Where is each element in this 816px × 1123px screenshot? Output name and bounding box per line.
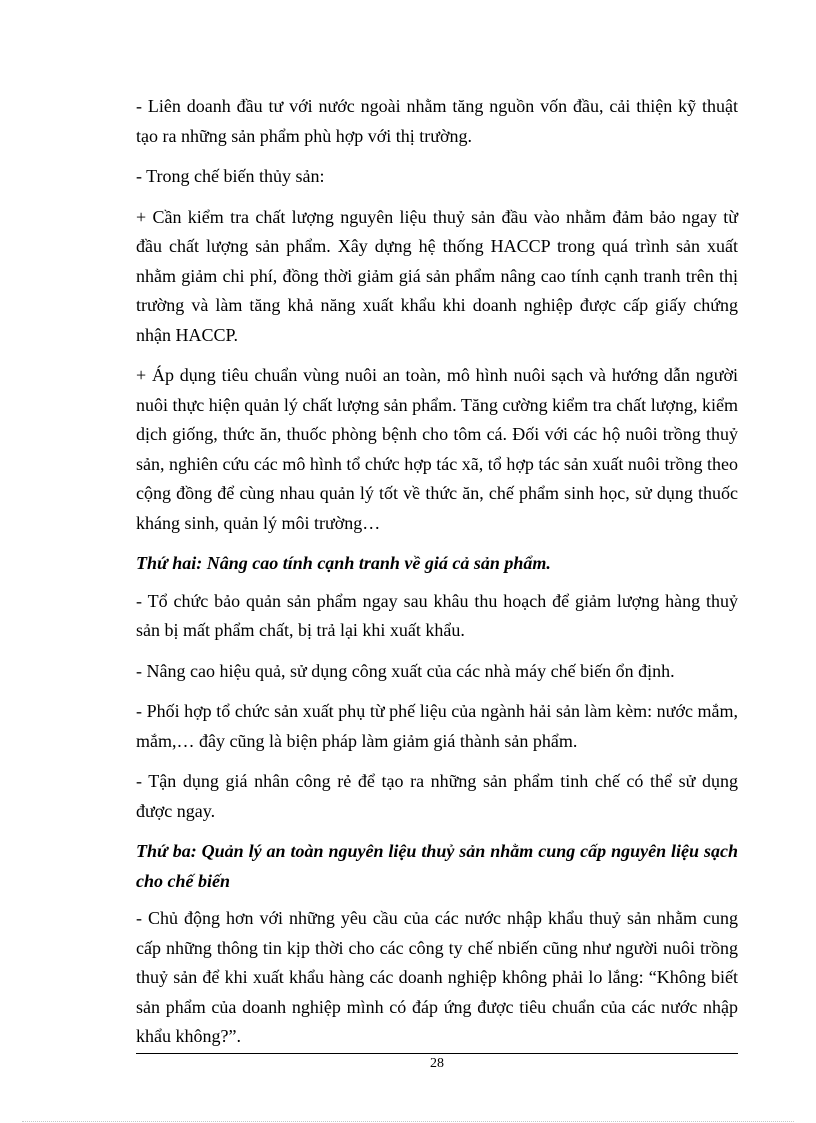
page-body <box>136 92 738 1063</box>
paragraph-labor: - Tận dụng giá nhân công rẻ để tạo ra những sản phẩm tinh chế có thể sử dụng được ngay. <box>136 771 738 821</box>
footer-divider <box>136 1053 738 1054</box>
paragraph-processing-intro: - Trong chế biến thủy sản: <box>136 166 325 186</box>
paragraph-efficiency: - Nâng cao hiệu quả, sử dụng công xuất của các nhà máy chế biến ổn định. <box>136 660 675 681</box>
section-heading-raw-materials: Thứ ba: Quản lý an toàn nguyên liệu thuỷ sản nhằm cung cấp nguyên liệu sạch cho chế biến <box>136 841 738 891</box>
section-heading-price: Thứ hai: Nâng cao tính cạnh tranh về giá cả sản phẩm. <box>136 553 551 573</box>
paragraph-farming-standards: + Áp dụng tiêu chuẩn vùng nuôi an toàn, mô hình nuôi sạch và hướng dẫn người nuôi thực hiện quản lý chất lượng sản phẩm. Tăng cường kiểm tra chất lượng, kiểm dịch giống, thức ăn, thuốc phòng bệnh cho tôm cá. Đối với các hộ nuôi trồng thuỷ sản, nghiên cứu các mô hình tổ chức hợp tác xã, tổ hợp tác sản xuất nuôi trồng theo cộng đồng để cùng nhau quản lý tốt về thức ăn, chế phẩm sinh học, sử dụng thuốc kháng sinh, quản lý môi trường… <box>136 365 738 533</box>
paragraph-preservation: - Tổ chức bảo quản sản phẩm ngay sau khâu thu hoạch để giảm lượng hàng thuỷ sản bị mất phẩm chất, bị trả lại khi xuất khẩu. <box>136 590 738 640</box>
page-bottom-border <box>22 1121 794 1122</box>
paragraph-by-products: - Phối hợp tổ chức sản xuất phụ từ phế liệu của ngành hải sản làm kèm: nước mắm, mắm,… đây cũng là biện pháp làm giảm giá thành sản phẩm. <box>136 701 738 751</box>
paragraph-import-requirements: - Chủ động hơn với những yêu cầu của các nước nhập khẩu thuỷ sản nhằm cung cấp những thông tin kịp thời cho các công ty chế nbiến cũng như người nuôi trồng thuỷ sản để khi xuất khẩu hàng các doanh nghiệp không phải lo lắng: “Không biết sản phẩm của doanh nghiệp mình có đáp ứng được tiêu chuẩn của các nước nhập khẩu không?”. <box>136 908 738 1046</box>
paragraph-joint-venture: - Liên doanh đầu tư với nước ngoài nhằm tăng nguồn vốn đầu, cải thiện kỹ thuật tạo ra những sản phẩm phù hợp với thị trường. <box>136 96 738 146</box>
paragraph-haccp: + Cần kiểm tra chất lượng nguyên liệu thuỷ sản đầu vào nhằm đảm bảo ngay từ đầu chất lượng sản phẩm. Xây dựng hệ thống HACCP trong quá trình sản xuất nhằm giảm chi phí, đồng thời giảm giá sản phẩm nâng cao tính cạnh tranh trên thị trường và làm tăng khả năng xuất khẩu khi doanh nghiệp được cấp giấy chứng nhận HACCP. <box>136 206 738 345</box>
page-number: 28 <box>430 1056 444 1071</box>
